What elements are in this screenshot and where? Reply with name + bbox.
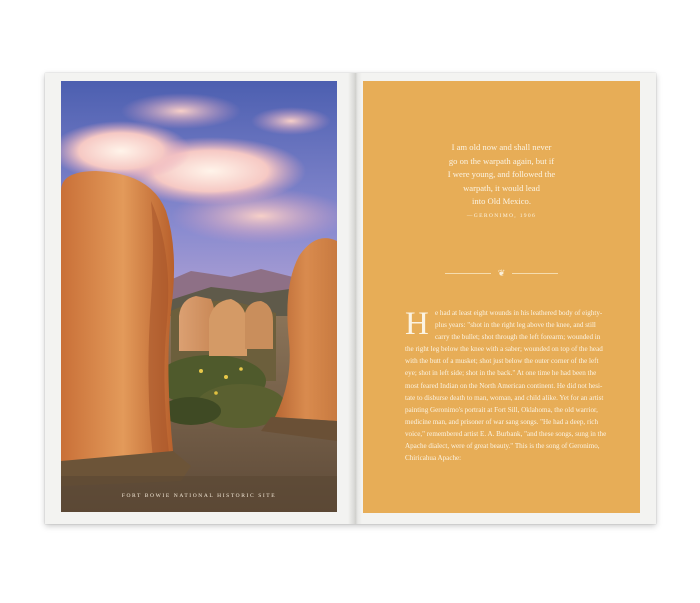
- body-line: with the butt of a musket; shot just below the outer corner of the left: [405, 357, 599, 366]
- quote-line: into Old Mexico.: [472, 196, 531, 207]
- body-line: plus years: "shot in the right leg above the knee, and still: [435, 321, 596, 330]
- body-line: Chiricahua Apache:: [405, 454, 462, 463]
- photo-caption: FORT BOWIE NATIONAL HISTORIC SITE: [121, 493, 277, 499]
- body-line: Apache dialect, were of great beauty." This is the song of Geronimo,: [405, 442, 600, 451]
- body-line: most feared Indian on the North American continent. He did not hesi-: [405, 381, 603, 390]
- body-line: carry the bullet; shot through the left forearm; wounded in: [435, 333, 601, 342]
- left-page: [61, 81, 337, 512]
- quote-line: I were young, and followed the: [447, 169, 556, 180]
- divider-line-right: [512, 273, 558, 274]
- body-line: eye; shot in left side; shot in the back." At one time he had been the: [405, 369, 597, 378]
- quote-line: go on the warpath again, but if: [448, 155, 555, 166]
- quote-attribution: —GERONIMO, 1906: [466, 212, 537, 219]
- quote-line: I am old now and shall never: [451, 142, 552, 152]
- quote-line: warpath, it would lead: [463, 182, 540, 193]
- book-gutter: [348, 73, 362, 524]
- body-line: painting Geronimo's portrait at Fort Sill, Oklahoma, the old warrior,: [405, 405, 598, 414]
- ornamental-divider: [445, 268, 558, 278]
- body-paragraph: [405, 307, 621, 464]
- drop-cap: H: [405, 306, 429, 342]
- epigraph-quote: [363, 141, 640, 224]
- body-line: the right leg below the knee with a saber; wounded on top of the head: [405, 345, 603, 354]
- body-line: e had at least eight wounds in his leathered body of eighty-: [435, 309, 603, 317]
- right-page: [363, 81, 640, 513]
- body-line: voice," remembered artist E. A. Burbank, "and these songs, sung in the: [405, 429, 607, 438]
- divider-line-left: [445, 273, 491, 274]
- adobe-ruins-photo: [61, 81, 337, 512]
- fleuron-icon: ❦: [497, 268, 506, 278]
- open-book: [45, 73, 656, 524]
- body-line: medicine man, and prisoner of war sang songs. "He had a deep, rich: [405, 417, 598, 426]
- body-line: tate to disburse death to man, woman, and child alike. Yet for an artist: [405, 393, 604, 402]
